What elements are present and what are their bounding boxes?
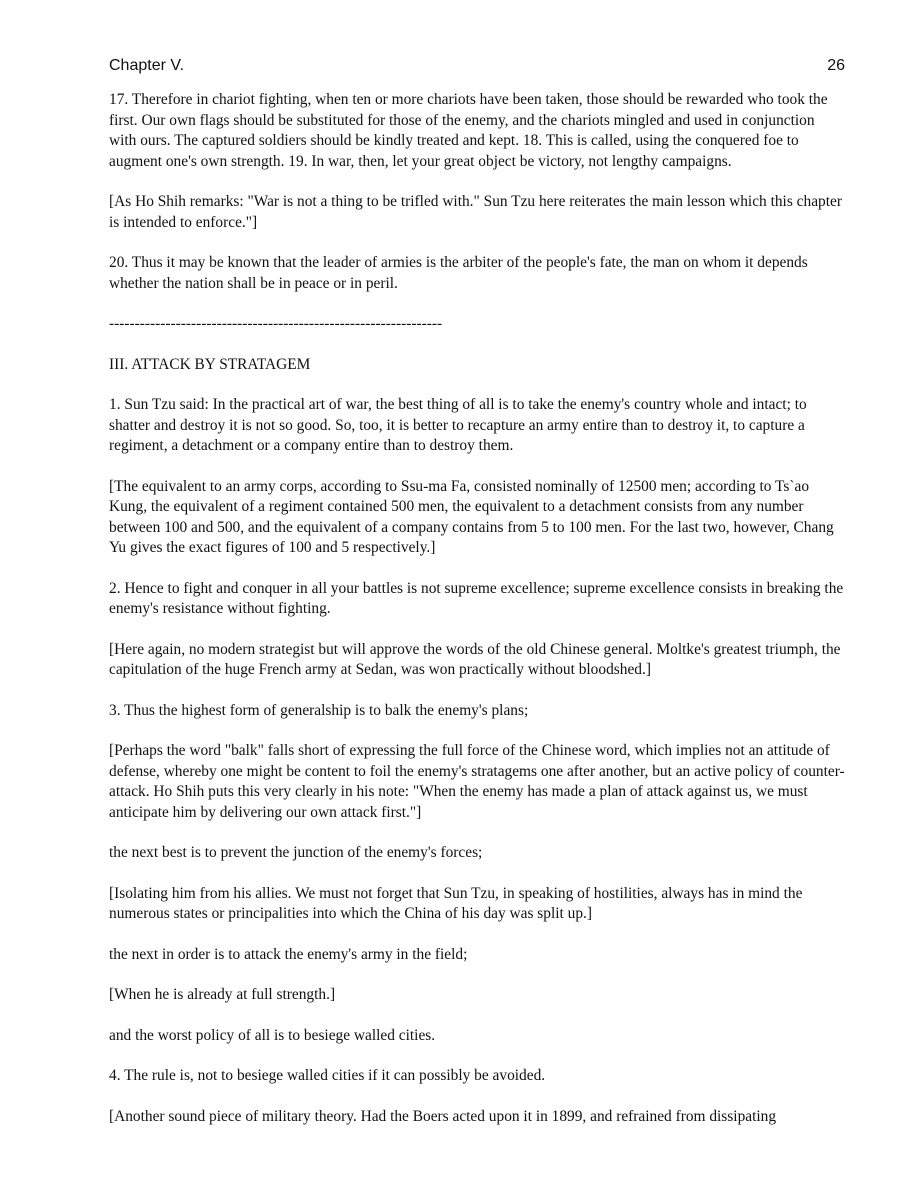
paragraph: the next best is to prevent the junction of the enemy's forces; xyxy=(109,844,483,861)
paragraph: and the worst policy of all is to besiege walled cities. xyxy=(109,1026,436,1044)
paragraph: 2. Hence to fight and conquer in all your battles is not supreme excellence; supreme excellence consists in breaking the enemy's resistance without fighting. xyxy=(109,579,844,617)
page-number: 26 xyxy=(827,57,845,74)
document-page xyxy=(109,56,845,1147)
paragraph: the next in order is to attack the enemy's army in the field; xyxy=(109,945,468,963)
paragraph: [The equivalent to an army corps, according to Ssu-ma Fa, consisted nominally of 12500 men; according to Ts`ao Kung, the equivalent of a regiment contained 500 men, the equivalent to a detachment consists from any number between 100 and 500, and the equivalent of a company contains from 5 to 100 men. For the last two, however, Chang Yu gives the exact figures of 100 and 5 respectively.] xyxy=(109,477,834,556)
paragraph: 20. Thus it may be known that the leader of armies is the arbiter of the people's fate, the man on whom it depends whether the nation shall be in peace or in peril. xyxy=(109,254,808,292)
paragraph: [As Ho Shih remarks: "War is not a thing to be trifled with." Sun Tzu here reiterates the main lesson which this chapter is intended to enforce."] xyxy=(109,193,842,231)
paragraph: [Another sound piece of military theory. Had the Boers acted upon it in 1899, and refrained from dissipating xyxy=(109,1107,777,1125)
paragraph: [Isolating him from his allies. We must not forget that Sun Tzu, in speaking of hostilities, always has in mind the numerous states or principalities into which the China of his day was split up.] xyxy=(109,884,803,922)
chapter-heading: Chapter V. xyxy=(109,57,185,74)
section-title: III. ATTACK BY STRATAGEM xyxy=(109,355,311,373)
paragraph: 1. Sun Tzu said: In the practical art of war, the best thing of all is to take the enemy's country whole and intact; to shatter and destroy it is not so good. So, too, it is better to recapture an army entire than to destroy it, to capture a regiment, a detachment or a company entire than to destroy them. xyxy=(109,396,807,454)
section-divider: ----------------------------------------------------------------- xyxy=(109,315,443,332)
paragraph: 3. Thus the highest form of generalship is to balk the enemy's plans; xyxy=(109,701,529,719)
paragraph: 4. The rule is, not to besiege walled cities if it can possibly be avoided. xyxy=(109,1067,546,1084)
paragraph: [When he is already at full strength.] xyxy=(109,986,336,1003)
page-header xyxy=(109,56,845,76)
document-body xyxy=(109,90,845,1127)
paragraph: [Here again, no modern strategist but will approve the words of the old Chinese general. Moltke's greatest triumph, the capitulation of the huge French army at Sedan, was won practically without bloodshed.] xyxy=(109,640,841,678)
paragraph: 17. Therefore in chariot fighting, when ten or more chariots have been taken, those should be rewarded who took the first. Our own flags should be substituted for those of the enemy, and the chariots mingled and used in conjunction with ours. The captured soldiers should be kindly treated and kept. 18. This is called, using the conquered foe to augment one's own strength. 19. In war, then, let your great object be victory, not lengthy campaigns. xyxy=(109,91,828,170)
paragraph: [Perhaps the word "balk" falls short of expressing the full force of the Chinese word, which implies not an attitude of defense, whereby one might be content to foil the enemy's stratagems one after another, but an active policy of counter- attack. Ho Shih puts this very clearly in his note: "When the enemy has made a plan of attack against us, we must anticipate him by delivering our own attack first."] xyxy=(109,742,845,821)
